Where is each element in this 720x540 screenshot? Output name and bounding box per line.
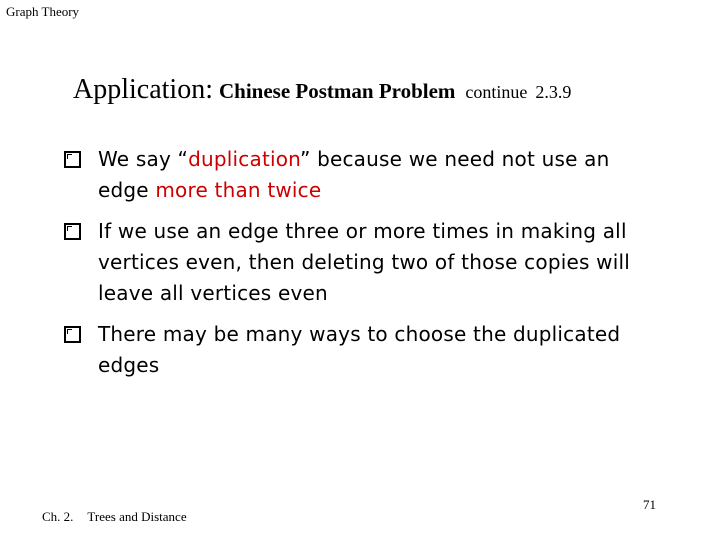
header-label: Graph Theory xyxy=(6,4,80,19)
bullet-item xyxy=(64,216,664,309)
quote-open: “ xyxy=(177,147,189,171)
checkbox-bullet-icon xyxy=(64,326,81,343)
highlight-more-than-twice: more than twice xyxy=(155,178,322,202)
bullet-text: We say xyxy=(98,147,178,171)
footer-chapter xyxy=(42,509,187,525)
bullet-list xyxy=(64,144,664,391)
checkbox-bullet-icon xyxy=(64,151,81,168)
slide-title xyxy=(73,74,571,106)
bullet-text: There may be many ways to choose the duplicated edges xyxy=(98,322,621,377)
page-number: 71 xyxy=(643,497,656,512)
footer-chapter-number: Ch. 2. xyxy=(42,509,74,524)
checkbox-bullet-icon xyxy=(64,223,81,240)
bullet-item xyxy=(64,319,664,381)
quote-close: ” xyxy=(299,147,311,171)
title-section-number: 2.3.9 xyxy=(535,82,572,102)
title-main: Application: xyxy=(73,74,213,105)
bullet-text: If we use an edge three or more times in making all vertices even, then deleting two of those copies will leave all vertices even xyxy=(98,219,630,305)
title-subtitle: Chinese Postman Problem xyxy=(218,79,456,103)
footer-chapter-title: Trees and Distance xyxy=(87,509,187,524)
bullet-item xyxy=(64,144,664,206)
highlight-duplication: duplication xyxy=(188,147,300,171)
title-continue: continue xyxy=(465,82,528,102)
bullet-text: because we need not use an edge xyxy=(98,147,610,202)
